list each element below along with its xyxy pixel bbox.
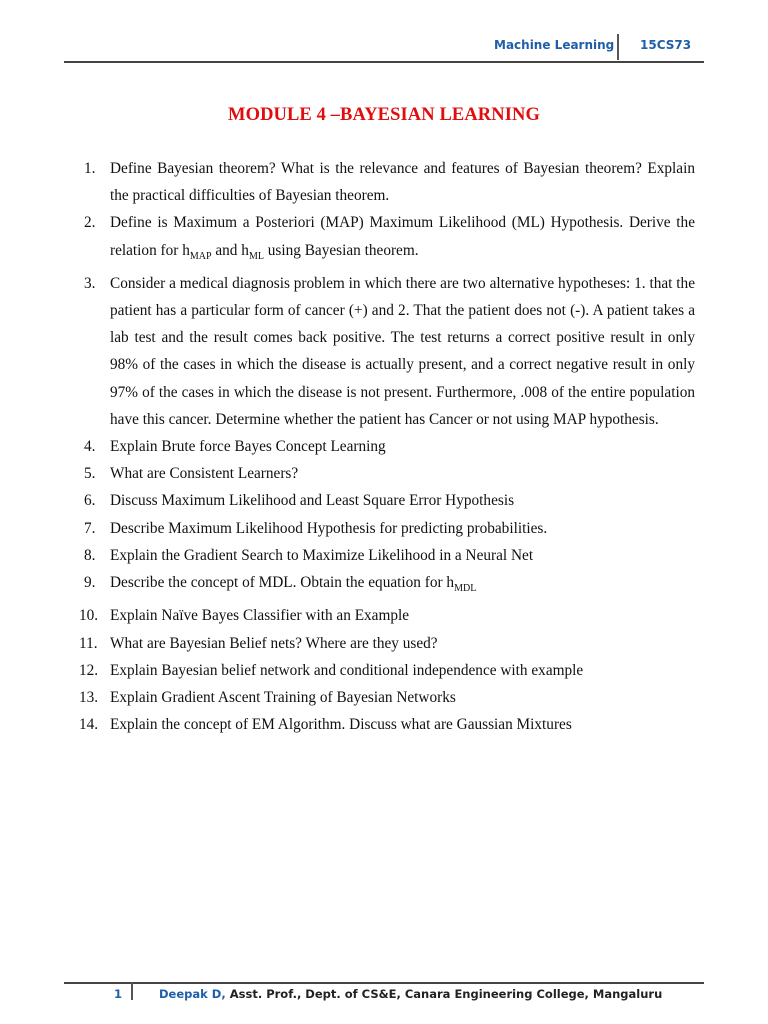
item-text: Describe Maximum Likelihood Hypothesis for predicting probabilities.: [110, 519, 548, 537]
footer-author-details: Asst. Prof., Dept. of CS&E, Canara Engineering College, Mangaluru: [229, 987, 663, 1001]
header-subject: Machine Learning: [494, 38, 615, 52]
list-item: [84, 209, 695, 269]
item-text: [110, 569, 695, 602]
item-text: Explain Bayesian belief network and conditional independence with example: [110, 661, 584, 679]
item-number: 2.: [84, 214, 96, 232]
item-number: 12.: [79, 661, 99, 679]
header-separator: [617, 34, 619, 60]
list-item: [84, 487, 695, 514]
item-number: 13.: [79, 688, 99, 706]
item-text-part: Describe the concept of MDL. Obtain the equation for h: [110, 574, 455, 592]
list-item: [84, 155, 695, 209]
item-text: Explain Naïve Bayes Classifier with an Example: [110, 607, 410, 625]
footer-rule: [64, 982, 704, 984]
item-number: 11.: [79, 634, 98, 652]
question-list: [79, 155, 695, 738]
item-number: 3.: [84, 274, 96, 292]
item-text-part: Define is Maximum a Posteriori (MAP) Maximum Likelihood (ML) Hypothesis. Derive the relation for h: [110, 214, 695, 259]
list-item: [79, 657, 695, 684]
list-item: [84, 515, 695, 542]
item-subscript: MAP: [189, 250, 212, 262]
item-number: 14.: [79, 716, 99, 734]
item-number: 6.: [84, 492, 96, 510]
item-text: Consider a medical diagnosis problem in which there are two alternative hypotheses: 1. that the patient has a particular form of cancer (+) and 2. That the patient does not (-). A patient takes a lab test and the result comes back positive. The test returns a correct positive result in only 98% of the cases in which the disease is actually present, and a correct negative result in only 97% of the cases in which the disease is not present. Furthermore, .008 of the entire population have this cancer. Determine whether the patient has Cancer or not using MAP hypothesis.: [110, 274, 695, 428]
item-text: Explain the Gradient Search to Maximize Likelihood in a Neural Net: [110, 546, 534, 564]
footer-page-number: 1: [114, 987, 123, 1001]
list-item: [84, 542, 695, 569]
item-text: Explain the concept of EM Algorithm. Discuss what are Gaussian Mixtures: [110, 716, 572, 734]
item-text-part: and h: [211, 241, 249, 259]
item-number: 4.: [84, 438, 96, 456]
header-rule: [64, 61, 704, 63]
item-number: 10.: [79, 607, 99, 625]
item-text-part: using Bayesian theorem.: [263, 241, 419, 259]
footer-author-name: Deepak D,: [159, 987, 226, 1001]
page-title: MODULE 4 –BAYESIAN LEARNING: [228, 105, 540, 125]
list-item: [79, 684, 695, 711]
item-text: Define Bayesian theorem? What is the relevance and features of Bayesian theorem? Explain the practical difficulties of Bayesian theorem.: [110, 160, 695, 205]
list-item: [84, 433, 695, 460]
item-number: 7.: [84, 519, 96, 537]
item-text: What are Bayesian Belief nets? Where are they used?: [110, 634, 438, 652]
item-number: 9.: [84, 574, 96, 592]
item-text: Explain Brute force Bayes Concept Learning: [110, 438, 386, 456]
list-item: [79, 711, 695, 738]
list-item: [84, 270, 695, 433]
list-item: [84, 569, 695, 602]
item-number: 8.: [84, 546, 96, 564]
list-item: [79, 630, 695, 657]
list-item: [79, 602, 695, 629]
item-text: What are Consistent Learners?: [110, 465, 299, 483]
item-subscript: ML: [248, 250, 264, 262]
item-text: Explain Gradient Ascent Training of Bayesian Networks: [110, 688, 456, 706]
footer-separator: [131, 982, 133, 1000]
header-course-code: 15CS73: [640, 38, 692, 52]
item-subscript: MDL: [454, 583, 477, 595]
item-number: 5.: [84, 465, 96, 483]
item-text: [110, 209, 695, 269]
list-item: [84, 460, 695, 487]
footer-author: [159, 987, 662, 1001]
item-number: 1.: [84, 160, 96, 177]
item-text: Discuss Maximum Likelihood and Least Square Error Hypothesis: [110, 492, 515, 510]
